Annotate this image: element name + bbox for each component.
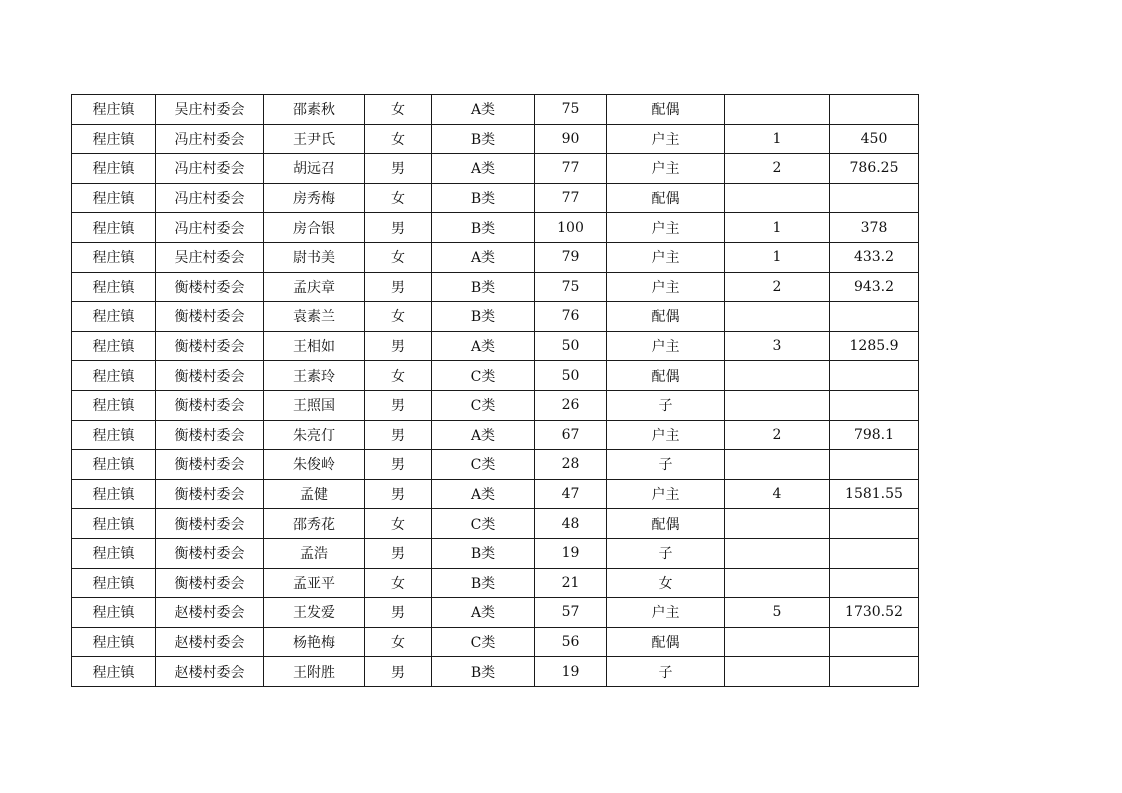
- household-size-cell: [725, 183, 830, 213]
- age-cell: 21: [535, 568, 607, 598]
- category-cell: A类: [432, 154, 535, 184]
- category-cell: A类: [432, 95, 535, 125]
- amount-cell: [830, 361, 919, 391]
- town-cell: 程庄镇: [72, 302, 156, 332]
- household-size-cell: 2: [725, 420, 830, 450]
- age-cell: 50: [535, 331, 607, 361]
- household-size-cell: [725, 509, 830, 539]
- table-row: [72, 390, 919, 420]
- household-size-cell: [725, 302, 830, 332]
- amount-cell: [830, 627, 919, 657]
- gender-cell: 男: [365, 390, 432, 420]
- name-cell: 尉书美: [264, 242, 365, 272]
- relation-cell: 配偶: [607, 509, 725, 539]
- table-row: [72, 420, 919, 450]
- name-cell: 王附胜: [264, 657, 365, 687]
- category-cell: C类: [432, 509, 535, 539]
- household-size-cell: [725, 657, 830, 687]
- relation-cell: 户主: [607, 272, 725, 302]
- household-size-cell: 1: [725, 213, 830, 243]
- village-cell: 冯庄村委会: [156, 213, 264, 243]
- village-cell: 衡楼村委会: [156, 568, 264, 598]
- table-row: [72, 627, 919, 657]
- name-cell: 杨艳梅: [264, 627, 365, 657]
- gender-cell: 男: [365, 213, 432, 243]
- gender-cell: 女: [365, 568, 432, 598]
- amount-cell: [830, 568, 919, 598]
- gender-cell: 男: [365, 420, 432, 450]
- category-cell: A类: [432, 242, 535, 272]
- amount-cell: [830, 183, 919, 213]
- age-cell: 90: [535, 124, 607, 154]
- town-cell: 程庄镇: [72, 479, 156, 509]
- name-cell: 房合银: [264, 213, 365, 243]
- amount-cell: [830, 450, 919, 480]
- village-cell: 衡楼村委会: [156, 509, 264, 539]
- category-cell: C类: [432, 450, 535, 480]
- age-cell: 28: [535, 450, 607, 480]
- category-cell: B类: [432, 657, 535, 687]
- household-size-cell: [725, 538, 830, 568]
- name-cell: 朱亮仃: [264, 420, 365, 450]
- table-body: [72, 95, 919, 687]
- gender-cell: 男: [365, 272, 432, 302]
- category-cell: B类: [432, 124, 535, 154]
- table-row: [72, 302, 919, 332]
- table-row: [72, 568, 919, 598]
- gender-cell: 男: [365, 479, 432, 509]
- relation-cell: 女: [607, 568, 725, 598]
- town-cell: 程庄镇: [72, 154, 156, 184]
- village-cell: 衡楼村委会: [156, 450, 264, 480]
- table-row: [72, 509, 919, 539]
- household-size-cell: [725, 390, 830, 420]
- relation-cell: 子: [607, 450, 725, 480]
- age-cell: 100: [535, 213, 607, 243]
- category-cell: C类: [432, 627, 535, 657]
- relation-cell: 配偶: [607, 361, 725, 391]
- relation-cell: 配偶: [607, 302, 725, 332]
- relation-cell: 配偶: [607, 183, 725, 213]
- category-cell: A类: [432, 598, 535, 628]
- relation-cell: 子: [607, 390, 725, 420]
- relation-cell: 户主: [607, 598, 725, 628]
- name-cell: 邵秀花: [264, 509, 365, 539]
- amount-cell: 786.25: [830, 154, 919, 184]
- household-size-cell: [725, 568, 830, 598]
- table-row: [72, 331, 919, 361]
- table-row: [72, 272, 919, 302]
- name-cell: 房秀梅: [264, 183, 365, 213]
- amount-cell: 450: [830, 124, 919, 154]
- category-cell: B类: [432, 183, 535, 213]
- household-size-cell: [725, 95, 830, 125]
- age-cell: 50: [535, 361, 607, 391]
- gender-cell: 女: [365, 302, 432, 332]
- table-row: [72, 538, 919, 568]
- household-size-cell: [725, 361, 830, 391]
- table-row: [72, 95, 919, 125]
- town-cell: 程庄镇: [72, 568, 156, 598]
- amount-cell: [830, 302, 919, 332]
- data-table: [71, 94, 919, 687]
- village-cell: 衡楼村委会: [156, 361, 264, 391]
- name-cell: 王相如: [264, 331, 365, 361]
- relation-cell: 户主: [607, 420, 725, 450]
- village-cell: 冯庄村委会: [156, 154, 264, 184]
- category-cell: B类: [432, 538, 535, 568]
- age-cell: 56: [535, 627, 607, 657]
- town-cell: 程庄镇: [72, 331, 156, 361]
- household-size-cell: 2: [725, 154, 830, 184]
- category-cell: B类: [432, 272, 535, 302]
- gender-cell: 男: [365, 331, 432, 361]
- gender-cell: 男: [365, 450, 432, 480]
- age-cell: 26: [535, 390, 607, 420]
- table-row: [72, 361, 919, 391]
- village-cell: 衡楼村委会: [156, 302, 264, 332]
- table-row: [72, 598, 919, 628]
- gender-cell: 女: [365, 124, 432, 154]
- relation-cell: 配偶: [607, 627, 725, 657]
- town-cell: 程庄镇: [72, 509, 156, 539]
- age-cell: 77: [535, 183, 607, 213]
- category-cell: A类: [432, 479, 535, 509]
- name-cell: 邵素秋: [264, 95, 365, 125]
- relation-cell: 户主: [607, 479, 725, 509]
- household-size-cell: [725, 450, 830, 480]
- age-cell: 19: [535, 657, 607, 687]
- age-cell: 48: [535, 509, 607, 539]
- town-cell: 程庄镇: [72, 124, 156, 154]
- village-cell: 衡楼村委会: [156, 420, 264, 450]
- amount-cell: 1285.9: [830, 331, 919, 361]
- name-cell: 王素玲: [264, 361, 365, 391]
- town-cell: 程庄镇: [72, 183, 156, 213]
- village-cell: 衡楼村委会: [156, 272, 264, 302]
- category-cell: A类: [432, 420, 535, 450]
- name-cell: 袁素兰: [264, 302, 365, 332]
- name-cell: 孟健: [264, 479, 365, 509]
- age-cell: 77: [535, 154, 607, 184]
- table-row: [72, 657, 919, 687]
- age-cell: 57: [535, 598, 607, 628]
- category-cell: C类: [432, 390, 535, 420]
- relation-cell: 户主: [607, 124, 725, 154]
- town-cell: 程庄镇: [72, 657, 156, 687]
- table-row: [72, 450, 919, 480]
- age-cell: 19: [535, 538, 607, 568]
- gender-cell: 女: [365, 361, 432, 391]
- town-cell: 程庄镇: [72, 95, 156, 125]
- gender-cell: 男: [365, 538, 432, 568]
- town-cell: 程庄镇: [72, 538, 156, 568]
- category-cell: C类: [432, 361, 535, 391]
- name-cell: 王照国: [264, 390, 365, 420]
- category-cell: A类: [432, 331, 535, 361]
- town-cell: 程庄镇: [72, 213, 156, 243]
- gender-cell: 男: [365, 657, 432, 687]
- town-cell: 程庄镇: [72, 361, 156, 391]
- relation-cell: 户主: [607, 242, 725, 272]
- age-cell: 47: [535, 479, 607, 509]
- household-size-cell: 4: [725, 479, 830, 509]
- village-cell: 吴庄村委会: [156, 242, 264, 272]
- age-cell: 79: [535, 242, 607, 272]
- amount-cell: [830, 95, 919, 125]
- relation-cell: 户主: [607, 154, 725, 184]
- village-cell: 衡楼村委会: [156, 331, 264, 361]
- village-cell: 冯庄村委会: [156, 183, 264, 213]
- village-cell: 赵楼村委会: [156, 598, 264, 628]
- amount-cell: 1581.55: [830, 479, 919, 509]
- table-row: [72, 183, 919, 213]
- town-cell: 程庄镇: [72, 420, 156, 450]
- table-row: [72, 242, 919, 272]
- relation-cell: 户主: [607, 213, 725, 243]
- household-size-cell: 3: [725, 331, 830, 361]
- household-size-cell: 5: [725, 598, 830, 628]
- household-size-cell: 1: [725, 124, 830, 154]
- age-cell: 75: [535, 95, 607, 125]
- relation-cell: 户主: [607, 331, 725, 361]
- amount-cell: [830, 538, 919, 568]
- table-row: [72, 154, 919, 184]
- gender-cell: 男: [365, 154, 432, 184]
- relation-cell: 配偶: [607, 95, 725, 125]
- table-row: [72, 124, 919, 154]
- amount-cell: [830, 390, 919, 420]
- town-cell: 程庄镇: [72, 272, 156, 302]
- relation-cell: 子: [607, 538, 725, 568]
- name-cell: 王尹氏: [264, 124, 365, 154]
- age-cell: 76: [535, 302, 607, 332]
- gender-cell: 男: [365, 598, 432, 628]
- village-cell: 吴庄村委会: [156, 95, 264, 125]
- table-row: [72, 479, 919, 509]
- name-cell: 孟亚平: [264, 568, 365, 598]
- amount-cell: [830, 509, 919, 539]
- age-cell: 75: [535, 272, 607, 302]
- town-cell: 程庄镇: [72, 450, 156, 480]
- town-cell: 程庄镇: [72, 598, 156, 628]
- household-size-cell: 2: [725, 272, 830, 302]
- amount-cell: 798.1: [830, 420, 919, 450]
- category-cell: B类: [432, 213, 535, 243]
- document-sheet: [71, 94, 919, 687]
- household-size-cell: [725, 627, 830, 657]
- amount-cell: 943.2: [830, 272, 919, 302]
- amount-cell: [830, 657, 919, 687]
- village-cell: 衡楼村委会: [156, 479, 264, 509]
- name-cell: 朱俊岭: [264, 450, 365, 480]
- category-cell: B类: [432, 302, 535, 332]
- amount-cell: 433.2: [830, 242, 919, 272]
- name-cell: 胡远召: [264, 154, 365, 184]
- household-size-cell: 1: [725, 242, 830, 272]
- name-cell: 王发爱: [264, 598, 365, 628]
- village-cell: 赵楼村委会: [156, 657, 264, 687]
- village-cell: 赵楼村委会: [156, 627, 264, 657]
- village-cell: 冯庄村委会: [156, 124, 264, 154]
- town-cell: 程庄镇: [72, 390, 156, 420]
- village-cell: 衡楼村委会: [156, 390, 264, 420]
- town-cell: 程庄镇: [72, 627, 156, 657]
- village-cell: 衡楼村委会: [156, 538, 264, 568]
- name-cell: 孟浩: [264, 538, 365, 568]
- gender-cell: 女: [365, 95, 432, 125]
- gender-cell: 女: [365, 242, 432, 272]
- gender-cell: 女: [365, 509, 432, 539]
- name-cell: 孟庆章: [264, 272, 365, 302]
- amount-cell: 378: [830, 213, 919, 243]
- table-row: [72, 213, 919, 243]
- gender-cell: 女: [365, 627, 432, 657]
- town-cell: 程庄镇: [72, 242, 156, 272]
- age-cell: 67: [535, 420, 607, 450]
- category-cell: B类: [432, 568, 535, 598]
- gender-cell: 女: [365, 183, 432, 213]
- relation-cell: 子: [607, 657, 725, 687]
- amount-cell: 1730.52: [830, 598, 919, 628]
